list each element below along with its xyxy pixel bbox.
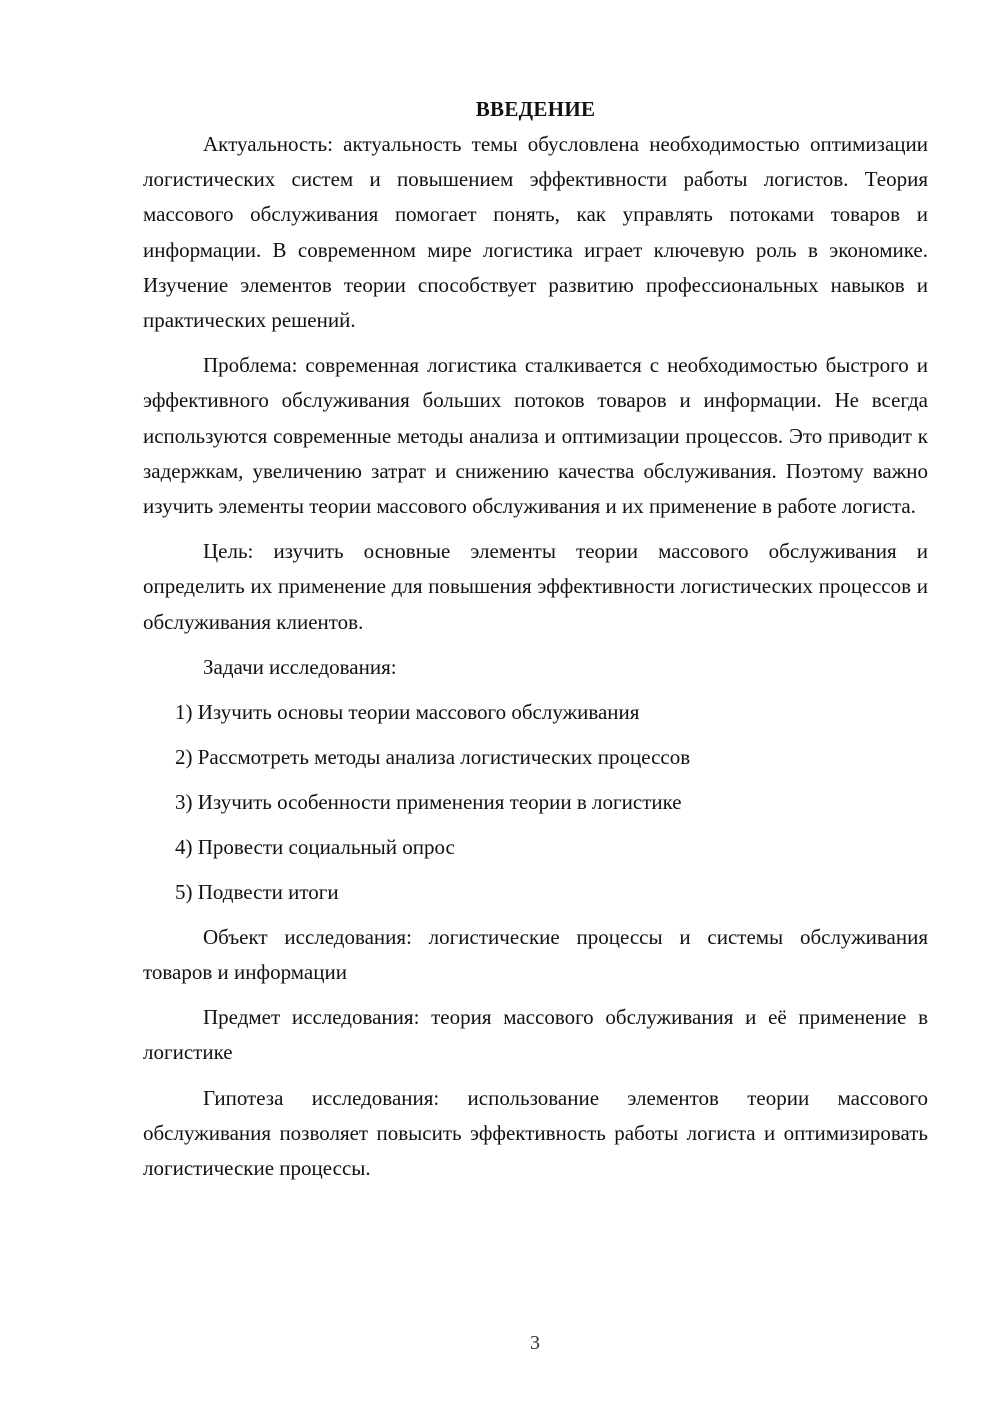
- list-item-text: Рассмотреть методы анализа логистических процессов: [197, 744, 691, 769]
- list-item-number: 3): [175, 789, 193, 814]
- list-item: [175, 695, 928, 730]
- list-item-number: 1): [175, 699, 193, 724]
- tasks-list: [143, 695, 928, 910]
- list-item-number: 2): [175, 744, 193, 769]
- list-item-number: 5): [175, 879, 193, 904]
- section-title: ВВЕДЕНИЕ: [475, 97, 596, 121]
- list-item: [175, 830, 928, 865]
- list-item-text: Провести социальный опрос: [197, 834, 455, 859]
- list-item-number: 4): [175, 834, 193, 859]
- tasks-heading: Задачи исследования:: [203, 654, 397, 679]
- paragraph-hypothesis: Гипотеза исследования: использование элементов теории массового обслуживания позволяет повысить эффективность работы логиста и оптимизировать логистические процессы.: [143, 1085, 928, 1181]
- paragraph-goal: Цель: изучить основные элементы теории массового обслуживания и определить их применение для повышения эффективности логистических процессов и обслуживания клиентов.: [143, 539, 928, 634]
- paragraph-subject: Предмет исследования: теория массового обслуживания и её применение в логистике: [143, 1005, 928, 1065]
- list-item-text: Изучить особенности применения теории в логистике: [197, 789, 682, 814]
- list-item: [175, 785, 928, 820]
- list-item: [175, 875, 928, 910]
- list-item-text: Подвести итоги: [197, 879, 339, 904]
- paragraph-problem: Проблема: современная логистика сталкивается с необходимостью быстрого и эффективного обслуживания больших потоков товаров и информации. Не всегда используются современные методы анализа и оптимизации процессов. Это приводит к задержкам, увеличению затрат и снижению качества обслуживания. Поэтому важно изучить элементы теории массового обслуживания и их применение в работе логиста.: [143, 353, 928, 519]
- paragraph-object: Объект исследования: логистические процессы и системы обслуживания товаров и информации: [143, 924, 928, 985]
- paragraph-relevance: Актуальность: актуальность темы обусловлена необходимостью оптимизации логистических систем и повышением эффективности работы логистов. Теория массового обслуживания помогает понять, как управлять потоками товаров и информации. В современном мире логистика играет ключевую роль в экономике. Изучение элементов теории способствует развитию профессиональных навыков и практических решений.: [143, 132, 928, 333]
- document-body: [143, 92, 928, 1196]
- list-item: [175, 740, 928, 775]
- page-number: 3: [530, 1332, 540, 1354]
- list-item-text: Изучить основы теории массового обслуживания: [197, 699, 640, 724]
